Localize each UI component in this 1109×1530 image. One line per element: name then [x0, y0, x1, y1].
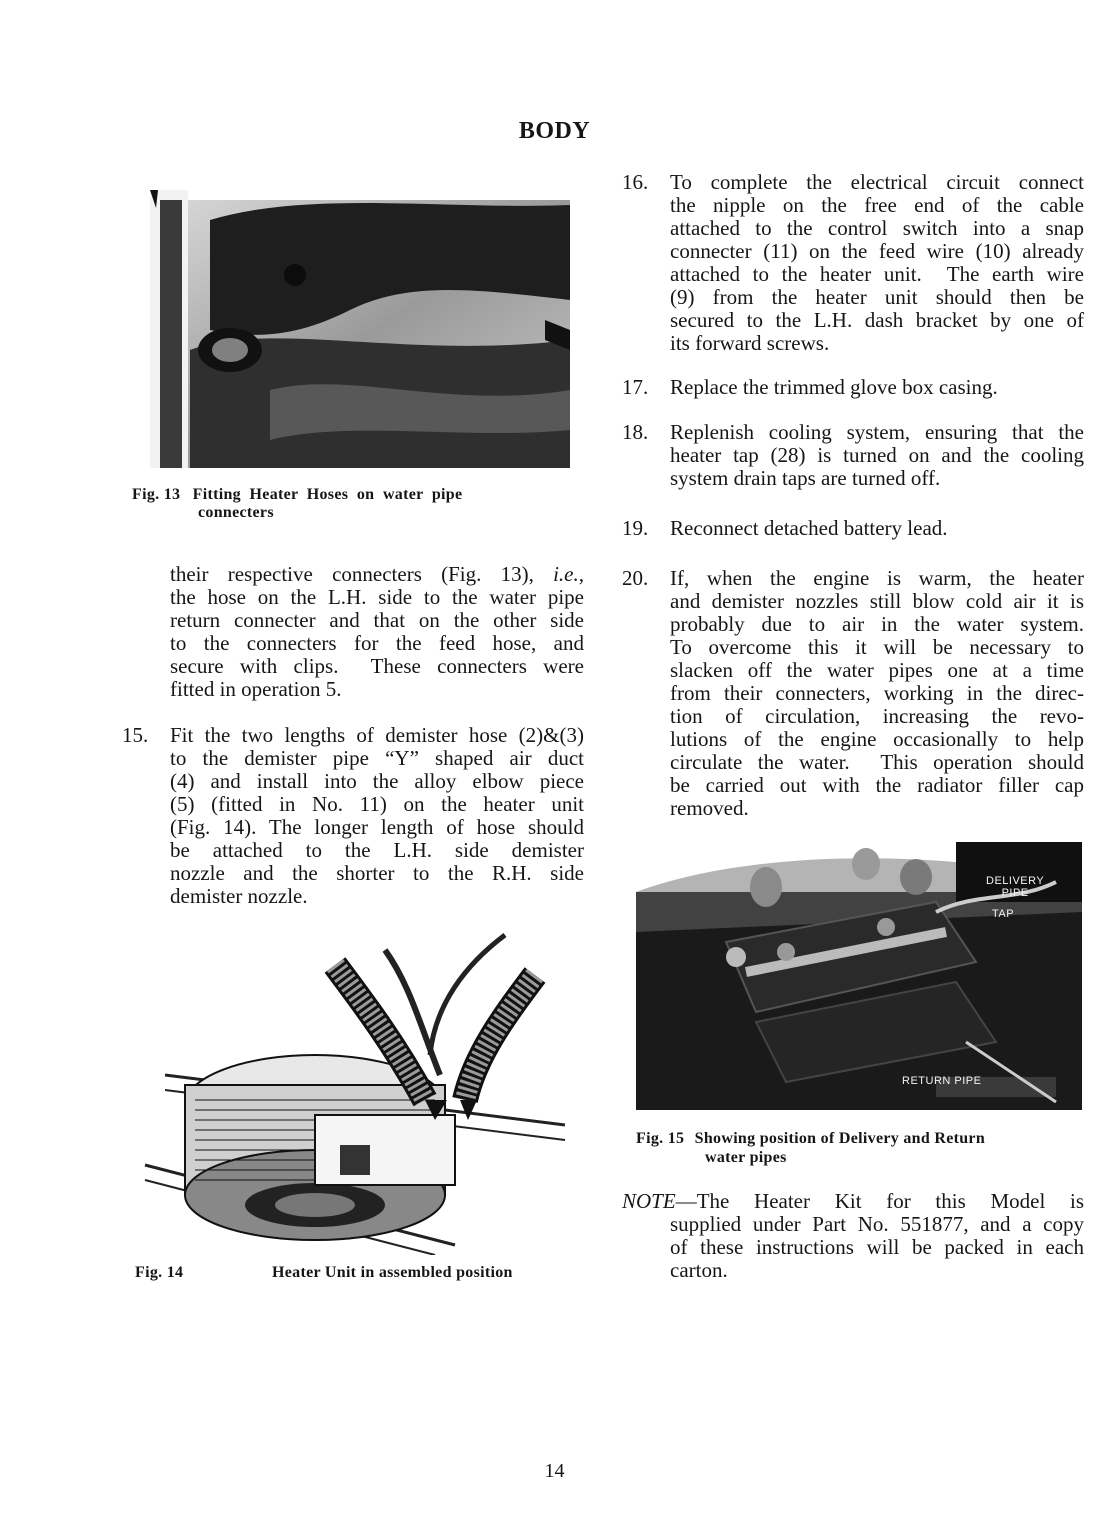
step-16	[622, 171, 1084, 361]
fig13-label: Fig. 13	[132, 486, 181, 503]
step-15-line-7: nozzle and the shorter to the R.H. side	[170, 861, 584, 885]
fig15-label-delivery-line1: DELIVERY	[986, 875, 1045, 887]
note-line-3: of these instructions will be packed in each	[670, 1235, 1084, 1259]
step-17-line-1: Replace the trimmed glove box casing.	[670, 375, 998, 399]
fig15-label-return: RETURN PIPE	[902, 1075, 982, 1087]
step-16-line-3: attached to the control switch into a snap	[670, 216, 1084, 240]
step-16-number: 16.	[622, 170, 649, 194]
step-20-line-9: circulate the water. This operation should	[670, 750, 1084, 774]
fig15-caption-line1: Showing position of Delivery and Return	[694, 1130, 986, 1147]
step-15-line-8: demister nozzle.	[170, 884, 308, 908]
note-line-1	[622, 1190, 1084, 1213]
step-18-line-1: Replenish cooling system, ensuring that the	[670, 420, 1084, 444]
page-title: BODY	[518, 118, 591, 144]
step-18-line-2: heater tap (28) is turned on and the cooling	[670, 443, 1084, 467]
continuation-line-3: return connecter and that on the other side	[170, 608, 584, 632]
step-15-line-6: be attached to the L.H. side demister	[170, 838, 584, 862]
step-16-line-6: (9) from the heater unit should then be	[670, 285, 1084, 309]
step-16-line-4: connecter (11) on the feed wire (10) already	[670, 239, 1084, 263]
step-20	[622, 567, 1084, 827]
note-paragraph	[622, 1190, 1084, 1282]
step-15-line-4: (5) (fitted in No. 11) on the heater unit	[170, 792, 584, 816]
continuation-line-1: their respective connecters (Fig. 13), i.e.,	[170, 562, 584, 586]
step-20-line-2: and demister nozzles still blow cold air it is	[670, 589, 1084, 613]
note-first-line: —The Heater Kit for this Model is	[675, 1189, 1084, 1213]
fig15-photo	[636, 842, 1082, 1110]
step-20-line-7: tion of circulation, increasing the revo-	[670, 704, 1084, 728]
continuation-line-6: fitted in operation 5.	[170, 677, 342, 701]
step-20-line-11: removed.	[670, 796, 749, 820]
step-18-line-3: system drain taps are turned off.	[670, 466, 941, 490]
fig15-label-delivery	[986, 875, 1044, 899]
fig13-caption	[132, 485, 592, 504]
step-15-number: 15.	[122, 723, 149, 747]
step-17	[622, 376, 1084, 402]
step-20-line-5: slacken off the water pipes one at a time	[670, 658, 1084, 682]
step-20-line-8: lutions of the engine occasionally to help	[670, 727, 1084, 751]
step-20-line-3: probably due to air in the water system.	[670, 612, 1084, 636]
fig15-caption	[636, 1129, 1096, 1148]
step-20-line-6: from their connecters, working in the direc-	[670, 681, 1084, 705]
fig13-photo	[150, 190, 580, 468]
continuation-line-2: the hose on the L.H. side to the water pipe	[170, 585, 584, 609]
step-18	[622, 421, 1084, 493]
page-number: 14	[544, 1460, 565, 1482]
step-15	[122, 724, 584, 914]
step-19-number: 19.	[622, 516, 649, 540]
note-label: NOTE	[622, 1189, 676, 1213]
step-20-line-10: be carried out with the radiator filler cap	[670, 773, 1084, 797]
step-16-line-2: the nipple on the free end of the cable	[670, 193, 1084, 217]
step-19	[622, 517, 1084, 543]
fig14-label: Fig. 14	[135, 1264, 184, 1281]
continuation-paragraph	[170, 563, 584, 701]
step-16-line-7: secured to the L.H. dash bracket by one of	[670, 308, 1084, 332]
step-20-number: 20.	[622, 566, 649, 590]
step-15-line-5: (Fig. 14). The longer length of hose should	[170, 815, 584, 839]
continuation-line-4: to the connecters for the feed hose, and	[170, 631, 584, 655]
step-20-line-1: If, when the engine is warm, the heater	[670, 566, 1084, 590]
step-16-line-1: To complete the electrical circuit connect	[670, 170, 1084, 194]
step-15-line-2: to the demister pipe “Y” shaped air duct	[170, 746, 584, 770]
fig14-illustration	[135, 925, 580, 1255]
fig15-label-delivery-line2: PIPE	[1001, 887, 1029, 899]
step-19-line-1: Reconnect detached battery lead.	[670, 516, 948, 540]
step-15-line-3: (4) and install into the alloy elbow piece	[170, 769, 584, 793]
step-17-number: 17.	[622, 375, 649, 399]
step-20-line-4: To overcome this it will be necessary to	[670, 635, 1084, 659]
step-16-line-5: attached to the heater unit. The earth wire	[670, 262, 1084, 286]
continuation-italic: i.e.,	[553, 562, 584, 586]
step-18-number: 18.	[622, 420, 649, 444]
fig14-caption: Heater Unit in assembled position	[272, 1264, 513, 1281]
step-15-line-1: Fit the two lengths of demister hose (2)&(3)	[170, 723, 584, 747]
fig15-caption-line2: water pipes	[705, 1149, 787, 1166]
step-16-line-8: its forward screws.	[670, 331, 830, 355]
fig15-label: Fig. 15	[636, 1130, 685, 1147]
fig13-caption-line1: Fitting Heater Hoses on water pipe	[192, 486, 463, 503]
note-line-4: carton.	[670, 1258, 728, 1282]
note-line-2: supplied under Part No. 551877, and a copy	[670, 1212, 1084, 1236]
fig15-label-tap: TAP	[992, 908, 1015, 920]
continuation-line-5: secure with clips. These connecters were	[170, 654, 584, 678]
fig13-caption-line2: connecters	[198, 504, 274, 521]
